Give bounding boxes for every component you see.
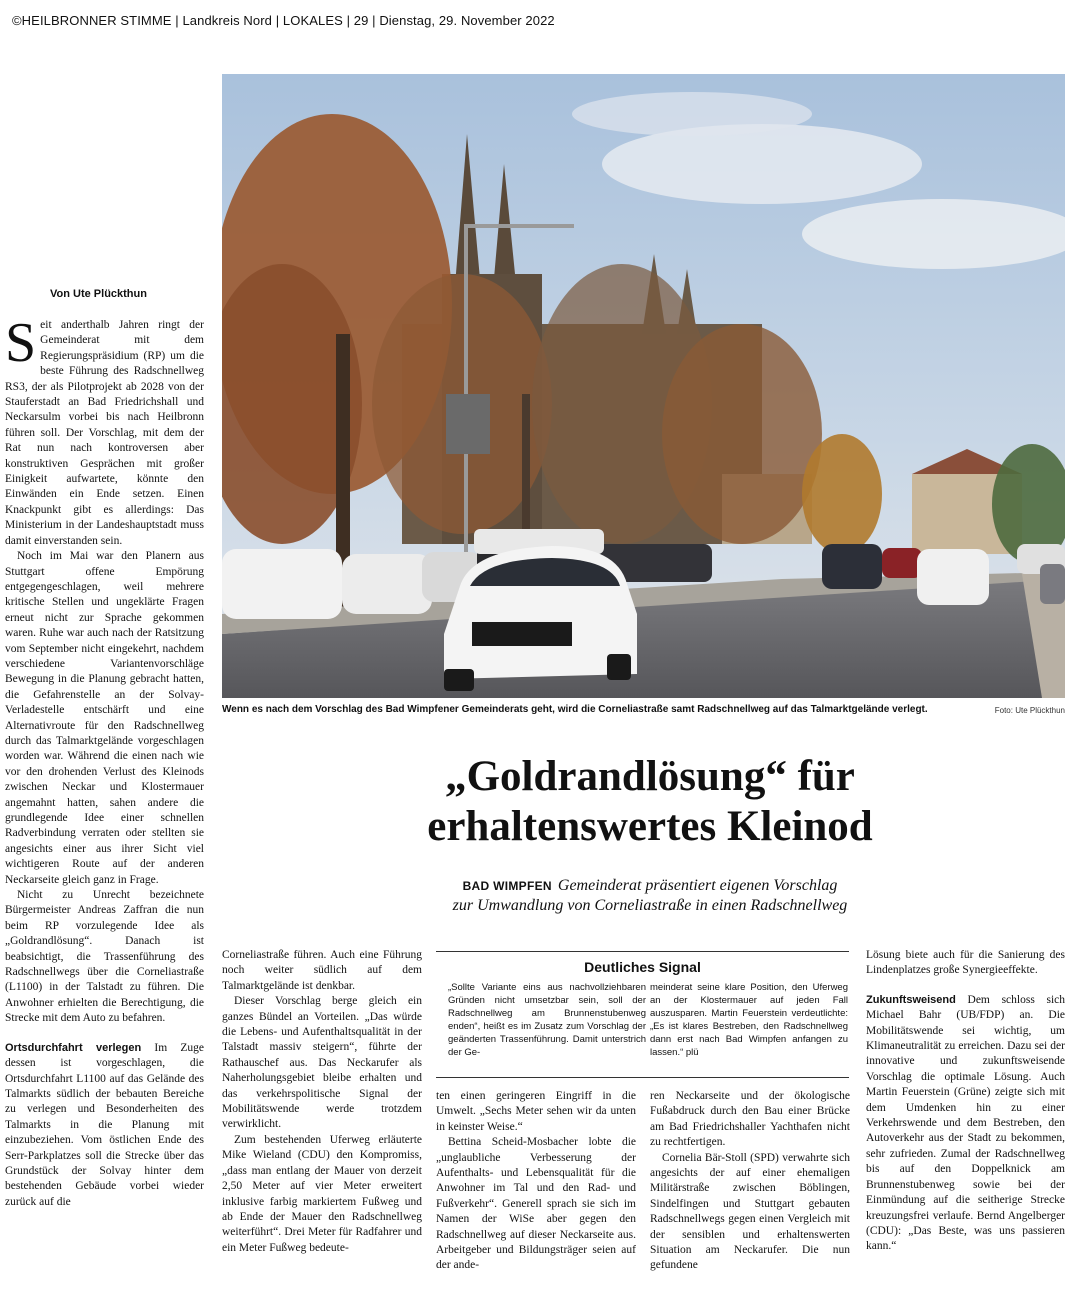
- paragraph: Dieser Vorschlag berge gleich ein ganzes Bündel an Vorteilen. „Das würde die Lebens- und Aufenthaltsqualität in der Talstadt massiv steigern“, führte der Rathauschef aus. Das Neckarufer als Naherholungsgebiet bleibe erhalten und das verkehrspolitische Signal der Mobilitätswende werde trotzdem verwirklicht.: [222, 995, 422, 1131]
- article-column-2: [222, 948, 422, 1293]
- subtitle-line: Gemeinderat präsentiert eigenen Vorschlag: [557, 877, 838, 894]
- paragraph: Lösung biete auch für die Sanierung des Lindenplatzes große Synergieeffekte.: [866, 949, 1065, 977]
- article-column-1: [5, 318, 204, 1293]
- paragraph-text: eit anderthalb Jahren ringt der Gemeinderat mit dem Regierungspräsidium (RP) um die beste Führung des Radschnellweg RS3, der als Pilotprojekt ab 2028 von der Stauferstadt an Bad Friedrichshall und Neckarsulm vorbei bis nach Heilbronn führen soll. Der Vorschlag, mit dem der Rat nun nach kontroversen aber konstruktiven Gesprächen mit großer Einigkeit aufwartete, könnte den Einwänden ein Ende setzen. Einen Knackpunkt gibt es allerdings: Das Ministerium in der Landeshauptstadt muss damit einverstanden sein.: [5, 319, 204, 547]
- info-box-text: „Sollte Variante eins aus nachvollziehbaren Gründen nicht umsetzbar sein, soll der Radschnellweg am Brunnenstubenweg enden“, heißt es im Zusatz zum Vorschlag der geänderten Trassenführung. Damit unterstrich der Ge-: [448, 982, 646, 1058]
- paragraph-text: Im Zuge dessen ist vorgeschlagen, die Ortsdurchfahrt L1100 auf das Gelände des Talmarkts südlich der bebauten Bereiche zu verlegen und Besonderheiten des Talmarkts in die Planung mit einzubeziehen. Vom östlichen Ende des Serr-Parkplatzes soll die Strecke über das Grundstück der Solvay hinter dem bestehenden Gebäude vorbei wieder zurück auf die: [5, 1041, 204, 1208]
- info-box-title: Deutliches Signal: [584, 959, 701, 975]
- subtitle-line: zur Umwandlung von Corneliastraße in einen Radschnellweg: [452, 897, 848, 914]
- kicker: BAD WIMPFEN: [462, 879, 552, 893]
- article-column-4: [650, 1089, 850, 1293]
- section-heading: Zukunftsweisend: [866, 993, 956, 1006]
- info-box: [436, 951, 849, 1078]
- article-column-5: [866, 948, 1065, 1293]
- masthead: ©HEILBRONNER STIMME | Landkreis Nord | LOKALES | 29 | Dienstag, 29. November 2022: [12, 13, 555, 28]
- headline-line: erhaltenswertes Kleinod: [427, 803, 873, 850]
- paragraph: Nicht zu Unrecht bezeichnete Bürgermeister Andreas Zaffran die nun beim RP vorzulegende Idee als „Goldrandlösung“. Danach ist beabsichtigt, die Trassenführung des Radschnellwegs über die Corneliastraße (L1100) in der Talstadt zu führen. Die Anwohner erhielten die Berechtigung, die Strecke mit dem Auto zu befahren.: [5, 889, 204, 1025]
- headline-line: „Goldrandlösung“ für: [445, 753, 855, 800]
- headline: [300, 752, 1000, 852]
- paragraph: Bettina Scheid-Mosbacher lobte die „unglaubliche Verbesserung der Aufenthalts- und Lebensqualität für die Anwohner im Tal und den Rad- und Fußverkehr“. Generell sprach sie sich im Namen der WiSe aber gegen den Radschnellweg auf dieser Neckarseite aus. Arbeitgeber und Bildungsträger seien auf der ande-: [436, 1136, 636, 1272]
- article-column-3: [436, 1089, 636, 1293]
- paragraph: Noch im Mai war den Planern aus Stuttgart offene Empörung entgegengeschlagen, weil mehrere kritische Stellen und ungeklärte Fragen erneut nicht zur Sprache gekommen waren. Ruhe war auch nach der Ratsitzung vom September nicht eingekehrt, nachdem verschiedene Variantenvorschläge Bewegung in die Planung gebracht hatten, die Gefahrenstelle an der Solvay-Verladestelle entschärft und eine Alternativroute für den Radschnellweg durch das Talmarktgelände vorgeschlagen worden war. Während die einen nach wie vor den drohenden Verlust des Kleinods zwischen Neckar und Klostermauer angemahnt hatten, sahen andere die grundlegende Idee einer schnellen Radverbindung verraten oder stellten sie angesichts einer aus ihrer Sicht viel wichtigeren Route auf der anderen Neckarseite gleich ganz in Frage.: [5, 550, 204, 886]
- paragraph: Corneliastraße führen. Auch eine Führung noch weiter südlich auf dem Talmarktgelände ist denkbar.: [222, 949, 422, 992]
- article-photo: [222, 74, 1065, 698]
- byline: Von Ute Plückthun: [50, 288, 147, 300]
- paragraph-text: Dem schloss sich Michael Bahr (UB/FDP) an. Die Mobilitätswende sei wichtig, um Klimaneutralität zu erreichen. Dazu sei der innovative und zukunftsweisende Vorschlag die optimale Lösung. Auch Martin Feuerstein (Grüne) zeigte sich mit dem Umdenken hin zu einer Verkehrswende und dem Bestreben, den Autoverkehr aus der Stadt zu bekommen, sehr zufrieden. Zumal der Radschnellweg bis auf den Doppelknick am Brunnenstubenweg sowie bei der Einmündung auf die seitherige Strecke kreuzungsfrei verlaufe. Bernd Angelberger (CDU): „Das Beste, was uns passieren kann.“: [866, 993, 1065, 1253]
- paragraph: [866, 993, 1065, 1255]
- section-heading: Ortsdurchfahrt verlegen: [5, 1041, 142, 1054]
- photo-credit: Foto: Ute Plückthun: [994, 706, 1065, 715]
- photo-caption: Wenn es nach dem Vorschlag des Bad Wimpfener Gemeinderats geht, wird die Corneliastraße samt Radschnellweg auf das Talmarktgelände verlegt.: [222, 704, 928, 715]
- paragraph: Zum bestehenden Uferweg erläuterte Mike Wieland (CDU) den Kompromiss, „dass man entlang der Mauer von derzeit 2,50 Meter auf vier Meter erweitert inklusive farbig markiertem Fußweg und ab Ende der Mauer den Radschnellweg weiterführt“. Drei Meter für Radfahrer und ein Meter Fußweg bedeute-: [222, 1133, 422, 1254]
- info-box-text: meinderat seine klare Position, den Uferweg an der Klostermauer auf jeden Fall auszusparen. Martin Feuerstein verdeutlichte: „Es ist klares Bestreben, den Radschnellweg dann erst nach Bad Wimpfen anfangen zu lassen.“ plü: [650, 982, 848, 1058]
- paragraph: Cornelia Bär-Stoll (SPD) verwahrte sich angesichts der auf einer ehemaligen Militärstraße zwischen Böblingen, Sindelfingen und Stuttgart gebauten Radschnellwegs gegen einen Vergleich mit der sensiblen und erhaltenswerten Situation am Neckarufer. Die nun gefundene: [650, 1151, 850, 1272]
- paragraph: [5, 1041, 204, 1210]
- paragraph: ten einen geringeren Eingriff in die Umwelt. „Sechs Meter sehen wir da unten in keinster Weise.“: [436, 1090, 636, 1133]
- drop-cap: S: [5, 318, 37, 374]
- paragraph: ren Neckarseite und der ökologische Fußabdruck durch den Bau einer Brücke am Bad Friedrichshaller Yachthafen nicht zu rechtfertigen.: [650, 1090, 850, 1149]
- paragraph: [5, 318, 204, 549]
- subtitle-block: [300, 876, 1000, 916]
